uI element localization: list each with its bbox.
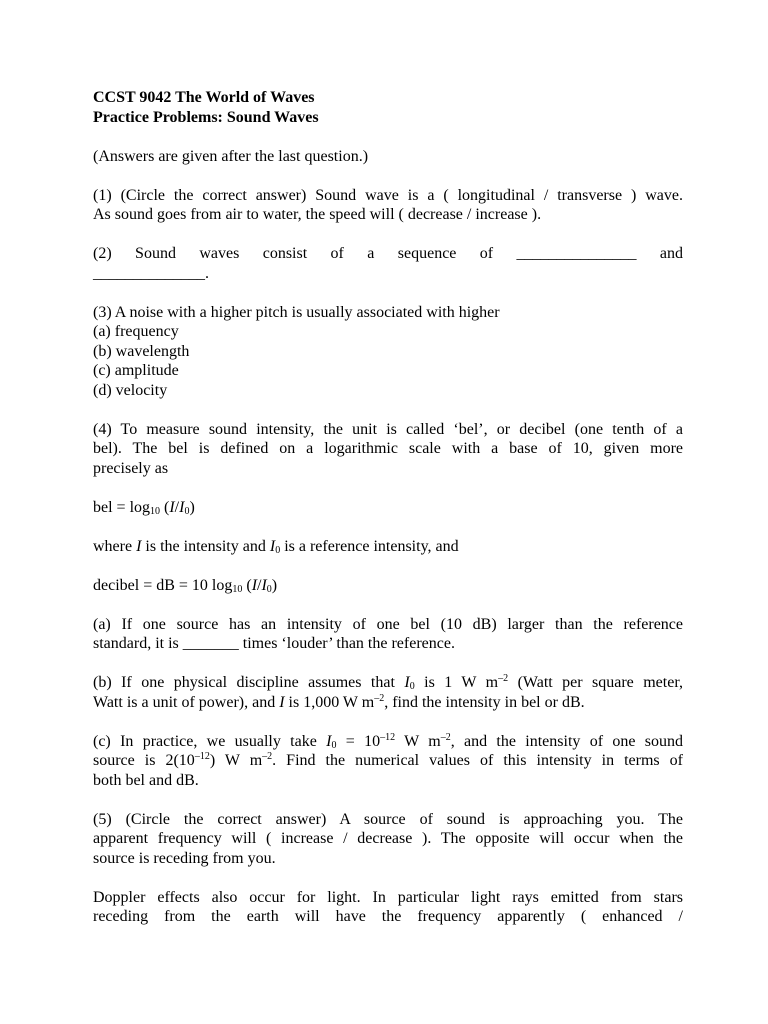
doppler-line-2: receding from the earth will have the frequency apparently ( enhanced / <box>93 908 683 925</box>
option-c: (c) amplitude <box>93 362 179 379</box>
part-c-line-2: source is $2(10^{-12})$ W $m^{-2}$. Find the numerical values of this intensity in terms of <box>93 751 683 769</box>
option-d: (d) velocity <box>93 381 168 399</box>
course-title: CCST 9042 The World of Waves <box>93 89 315 106</box>
part-b-line-1: (b) If one physical discipline assumes that $I_0$ is 1 W $m^{-2}$ (Watt per square meter, <box>93 673 684 692</box>
part-c-line-1: (c) In practice, we usually take $I_0 = 10^{-12}$ W $m^{-2}$, and the intensity of one sound <box>93 731 683 751</box>
worksheet-title: Practice Problems: Sound Waves <box>93 108 319 126</box>
option-b: (b) wavelength <box>93 342 190 360</box>
question-2 <box>93 244 683 283</box>
question-5-line-3: source is receding from you. <box>93 849 276 867</box>
answers-note: (Answers are given after the last question.) <box>93 147 369 165</box>
part-a-line-2: standard, it is _______ times ‘louder’ than the reference. <box>93 635 455 652</box>
part-b <box>93 673 683 712</box>
question-5 <box>93 810 683 927</box>
decibel-equation: decibel = dB = 10 $\log_{10} (I/I_0)$ <box>93 576 278 595</box>
part-a-line-1: (a) If one source has an intensity of one bel (10 dB) larger than the reference <box>93 615 683 633</box>
question-3 <box>93 303 683 401</box>
question-5-line-1: (5) (Circle the correct answer) A source of sound is approaching you. The <box>93 810 683 828</box>
question-4-line-1: (4) To measure sound intensity, the unit is called ‘bel’, or decibel (one tenth of a <box>93 420 683 438</box>
question-2-line-2: ______________. <box>93 264 209 282</box>
question-3-stem: (3) A noise with a higher pitch is usually associated with higher <box>93 303 500 321</box>
part-b-line-2: Watt is a unit of power), and I is 1,000 W $m^{-2}$, find the intensity in bel or dB. <box>93 692 585 711</box>
question-5-line-2: apparent frequency will ( increase / decrease ). The opposite will occur when the <box>93 830 683 847</box>
option-a: (a) frequency <box>93 323 179 340</box>
question-1-line-1: (1) (Circle the correct answer) Sound wave is a ( longitudinal / transverse ) wave. <box>93 186 683 204</box>
question-1 <box>93 186 683 225</box>
doppler-line-1: Doppler effects also occur for light. In particular light rays emitted from stars <box>93 888 683 906</box>
question-1-line-2: As sound goes from air to water, the speed will ( decrease / increase ). <box>93 206 542 223</box>
question-4-line-3: precisely as <box>93 459 169 477</box>
where-line: where I is the intensity and $I_0$ is a reference intensity, and <box>93 537 459 556</box>
question-4-line-2: bel). The bel is defined on a logarithmic scale with a base of 10, given more <box>93 440 683 457</box>
bel-equation: bel = $\log_{10} (I/I_0)$ <box>93 498 195 517</box>
part-c <box>93 732 683 791</box>
part-a <box>93 615 683 654</box>
part-c-line-3: both bel and dB. <box>93 771 199 789</box>
page-body <box>93 88 683 927</box>
question-2-line-1: (2) Sound waves consist of a sequence of _______________ and <box>93 245 683 262</box>
question-4 <box>93 420 683 791</box>
